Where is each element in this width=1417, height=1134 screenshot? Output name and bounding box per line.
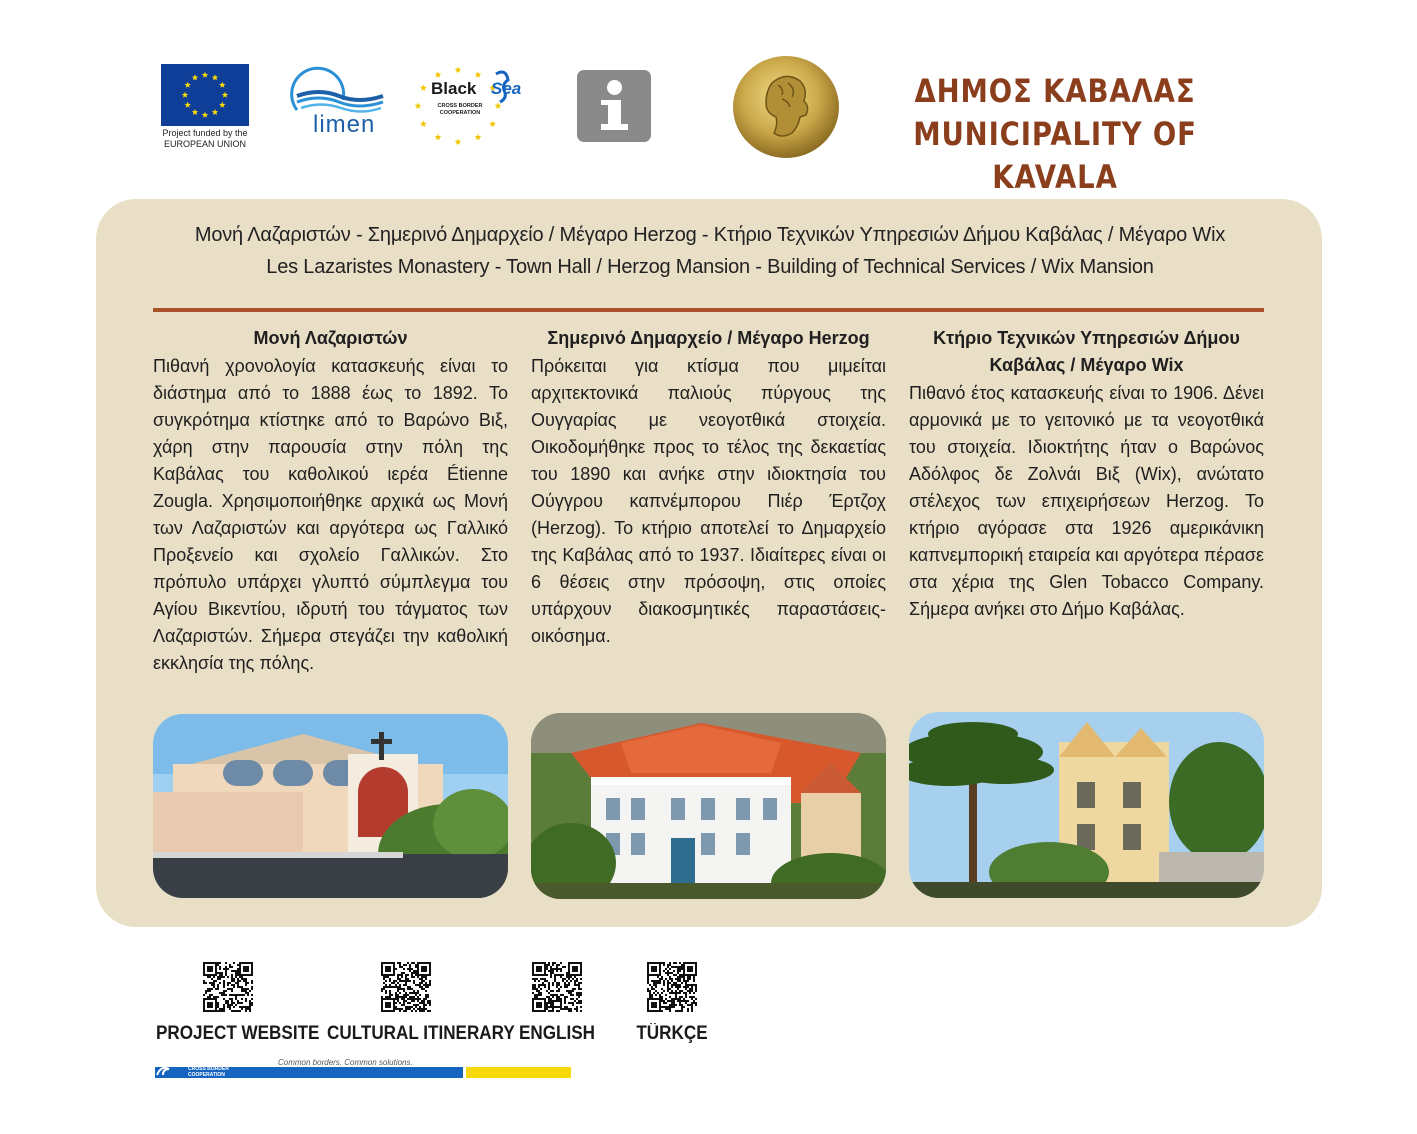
photo-wix-mansion xyxy=(909,712,1264,898)
blacksea-subtitle: CROSS BORDER COOPERATION xyxy=(437,103,483,116)
blacksea-sea-label: Sea xyxy=(491,79,522,98)
column-heading-lazaristes: Μονή Λαζαριστών xyxy=(253,328,408,348)
title-divider xyxy=(153,308,1264,312)
info-icon xyxy=(577,70,651,142)
blacksea-black-label: Black xyxy=(431,79,477,98)
footer-strip-text: CROSS BORDER COOPERATION xyxy=(188,1066,229,1078)
qr-label-turkce: TÜRKÇE xyxy=(636,1023,708,1044)
photo-lazaristes-monastery xyxy=(153,714,508,898)
photo-herzog-mansion xyxy=(531,713,886,899)
municipality-title-en: MUNICIPALITY OF KAVALA xyxy=(913,115,1197,196)
municipality-title-gr: ΔΗΜΟΣ ΚΑΒΑΛΑΣ xyxy=(914,72,1196,110)
column-heading-herzog: Σημερινό Δημαρχείο / Μέγαρο Herzog xyxy=(547,328,870,348)
column-text-lazaristes: Πιθανή χρονολογία κατασκευής είναι το διάστημα από το 1888 έως το 1892. Το συγκρότημα κτίστηκε από το Βαρώνο Βιξ, χάρη στην παρουσία στην πόλη της Καβάλας του καθολικού ιερέα Étienne Zougla. Χρησιμοποιήθηκε αρχικά ως Μονή των Λαζαριστών και αργότερα ως Γαλλικό Προξενείο και σχολείο Γαλλικών. Στο πρόπυλο υπάρχει γλυπτό σύμπλεγμα του Αγίου Βικεντίου, ιδρυτή του τάγματος των Λαζαριστών. Σήμερα στεγάζει την καθολική εκκλησία της πόλης. xyxy=(153,356,508,673)
column-text-wix: Πιθανό έτος κατασκευής είναι το 1906. Δένει αρμονικά με το γειτονικό με τα νεογοτθικά του στοιχεία. Ιδιοκτήτης ήταν ο Βαρώνος Αδόλφος δε Ζολνάι Βιξ (Wix), ανώτατο στέλεχος των επιχειρήσεων Herzog. Το κτήριο αγόρασε στα 1926 αμερικάνικη καπνεμπορική εταιρεία και αργότερα πέρασε στα χέρια της Glen Tobacco Company. Σήμερα ανήκει στο Δήμο Καβάλας. xyxy=(909,383,1264,619)
qr-code-icon[interactable] xyxy=(647,962,697,1012)
limen-label: limen xyxy=(313,111,376,138)
eu-caption: Project funded by the EUROPEAN UNION xyxy=(162,128,248,149)
column-heading-wix: Κτήριο Τεχνικών Υπηρεσιών Δήμου Καβάλας / Μέγαρο Wix xyxy=(933,328,1240,375)
panel-title-gr: Μονή Λαζαριστών - Σημερινό Δημαρχείο / Μέγαρο Herzog - Κτήριο Τεχνικών Υπηρεσιών Δήμου Καβάλας / Μέγαρο Wix xyxy=(194,224,1226,246)
municipality-title xyxy=(874,70,1235,199)
qr-label-project-website: PROJECT WEBSITE xyxy=(156,1023,320,1044)
footer-tagline: Common borders. Common solutions. xyxy=(278,1058,413,1067)
column-text-herzog: Πρόκειται για κτίσμα που μιμείται αρχιτεκτονικά παλιούς πύργους της Ουγγαρίας με νεογοτθικά στοιχεία. Οικοδομήθηκε προς το τέλος της δεκαετίας του 1890 και ανήκε στην ιδιοκτησία του Ούγγρου καπνέμπορου Πιέρ Έρτζοχ (Herzog). Το κτήριο αποτελεί το Δημαρχείο της Καβάλας από το 1937. Ιδιαίτερες είναι οι 6 θέσεις στην πρόσοψη, στις οποίες υπάρχουν διακοσμητικές παραστάσεις-οικόσημα. xyxy=(531,356,886,646)
qr-code-icon[interactable] xyxy=(532,962,582,1012)
qr-label-english: ENGLISH xyxy=(518,1023,595,1044)
coin-icon xyxy=(732,55,840,160)
cross-border-swirl-icon xyxy=(155,1065,177,1079)
qr-code-icon[interactable] xyxy=(203,962,253,1012)
qr-code-icon[interactable] xyxy=(381,962,431,1012)
footer-yellow-strip xyxy=(466,1067,571,1078)
panel-title-en: Les Lazaristes Monastery - Town Hall / Herzog Mansion - Building of Technical Services / Wix Mansion xyxy=(266,256,1154,278)
qr-label-cultural-itinerary: CULTURAL ITINERARY xyxy=(327,1023,515,1044)
eu-flag-icon xyxy=(161,64,249,126)
